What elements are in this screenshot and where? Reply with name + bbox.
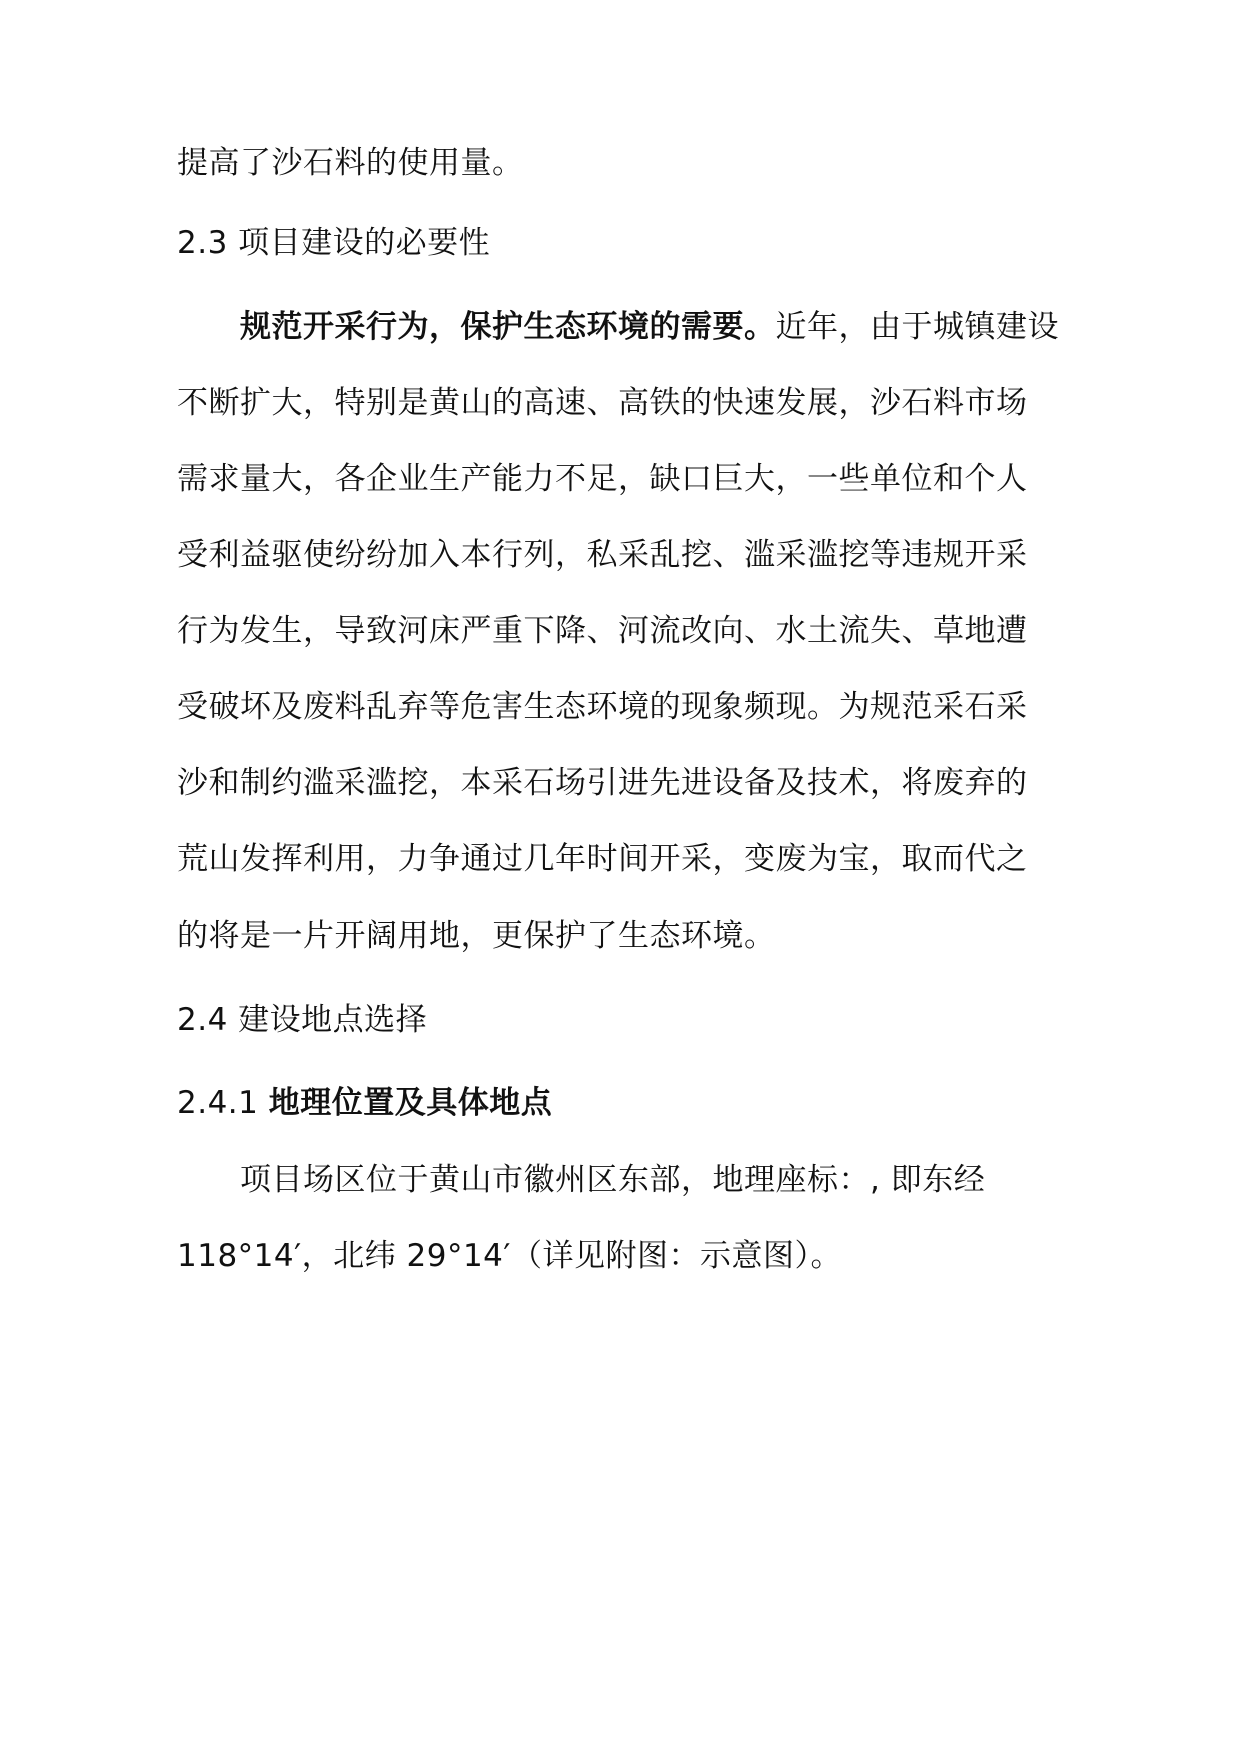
body-text-line: 荒山发挥利用，力争通过几年时间开采，变废为宝，取而代之	[177, 841, 1028, 877]
body-text-line: 行为发生，导致河床严重下降、河流改向、水土流失、草地遭	[177, 613, 1028, 649]
section-heading-2-3: 2.3 项目建设的必要性	[177, 225, 491, 261]
paragraph-bold-lead: 规范开采行为，保护生态环境的需要。	[240, 309, 776, 345]
body-text-line: 受利益驱使纷纷加入本行列，私采乱挖、滥采滥挖等违规开采	[177, 537, 1028, 573]
body-text-line: 的将是一片开阔用地，更保护了生态环境。	[177, 918, 776, 954]
section-title: 地理位置及具体地点	[268, 1085, 553, 1121]
body-text-line: 沙和制约滥采滥挖，本采石场引进先进设备及技术，将废弃的	[177, 765, 1028, 801]
body-text-line: 提高了沙石料的使用量。	[177, 145, 524, 181]
body-text-line: 需求量大，各企业生产能力不足，缺口巨大，一些单位和个人	[177, 461, 1028, 497]
paragraph-text: 近年，由于城镇建设	[775, 309, 1059, 345]
body-text-line: 受破坏及废料乱弃等危害生态环境的现象频现。为规范采石采	[177, 689, 1028, 725]
body-text-line: 项目场区位于黄山市徽州区东部，地理座标：, 即东经	[240, 1162, 986, 1198]
section-heading-2-4: 2.4 建设地点选择	[177, 1002, 428, 1038]
body-text-line: 118°14′，北纬 29°14′（详见附图：示意图）。	[177, 1238, 842, 1274]
section-number: 2.4.1	[177, 1085, 269, 1121]
paragraph-first-line	[240, 307, 1059, 347]
body-text-line: 不断扩大，特别是黄山的高速、高铁的快速发展，沙石料市场	[177, 385, 1028, 421]
section-heading-2-4-1	[177, 1083, 552, 1123]
